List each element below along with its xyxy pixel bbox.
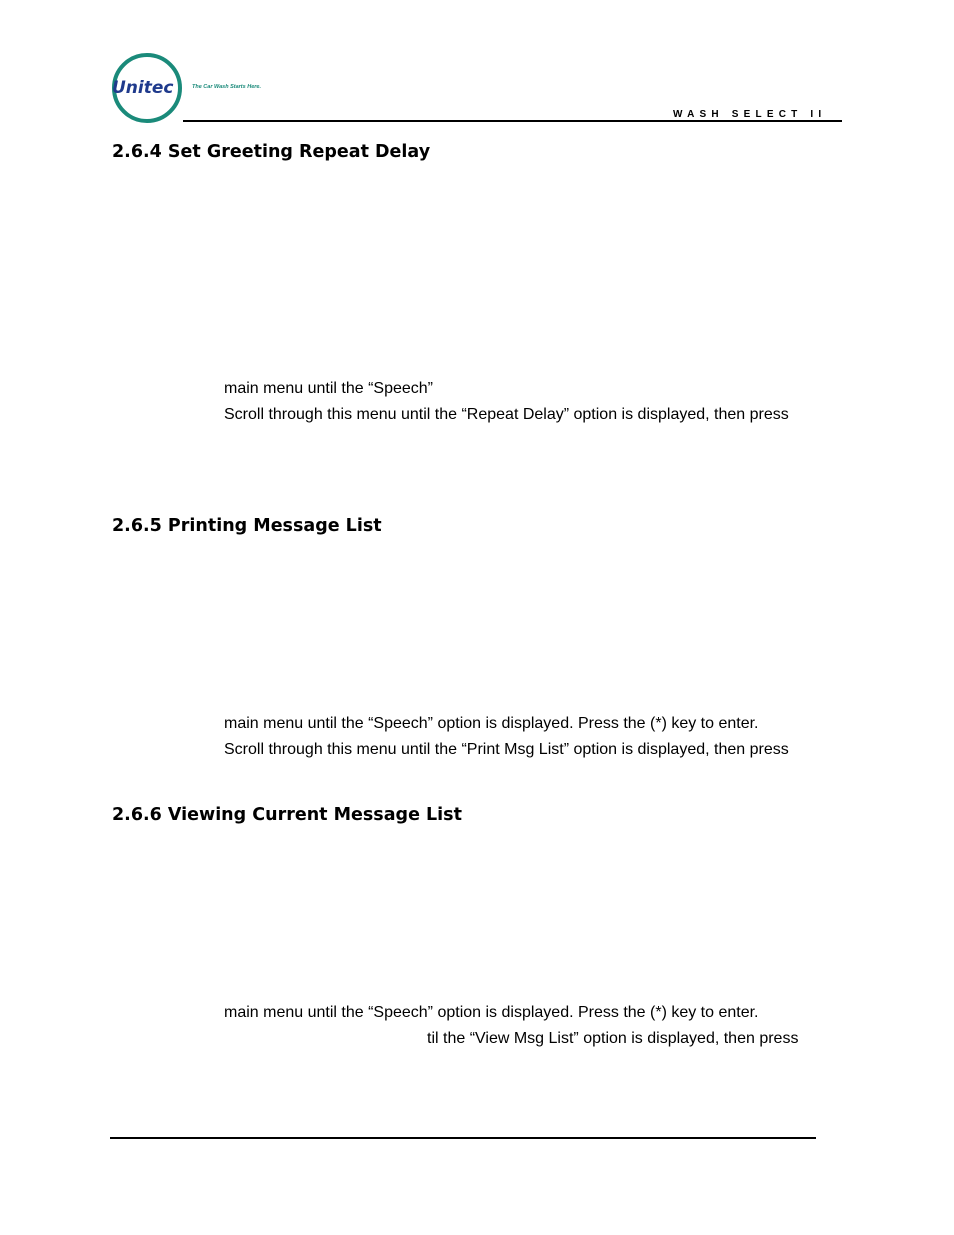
section-heading-2-6-6: 2.6.6 Viewing Current Message List <box>112 805 462 825</box>
section-2-6-6-line-2: til the “View Msg List” option is displayed, then press <box>427 1030 799 1047</box>
section-2-6-6-line-1: main menu until the “Speech” option is displayed. Press the (*) key to enter. <box>224 1004 759 1021</box>
logo-tagline: The Car Wash Starts Here. <box>192 84 261 90</box>
section-2-6-5-line-1: main menu until the “Speech” option is displayed. Press the (*) key to enter. <box>224 715 759 732</box>
section-heading-2-6-5: 2.6.5 Printing Message List <box>112 516 382 536</box>
section-2-6-4-line-1: main menu until the “Speech” <box>224 380 433 397</box>
section-heading-2-6-4: 2.6.4 Set Greeting Repeat Delay <box>112 142 431 162</box>
logo-wordmark: Unitec <box>112 78 174 98</box>
section-2-6-4-line-2: Scroll through this menu until the “Repeat Delay” option is displayed, then press <box>224 406 789 423</box>
section-2-6-5-line-2: Scroll through this menu until the “Print Msg List” option is displayed, then press <box>224 741 789 758</box>
header-divider <box>183 120 842 122</box>
footer-divider <box>110 1137 816 1139</box>
document-title: WASH SELECT II <box>673 109 827 120</box>
